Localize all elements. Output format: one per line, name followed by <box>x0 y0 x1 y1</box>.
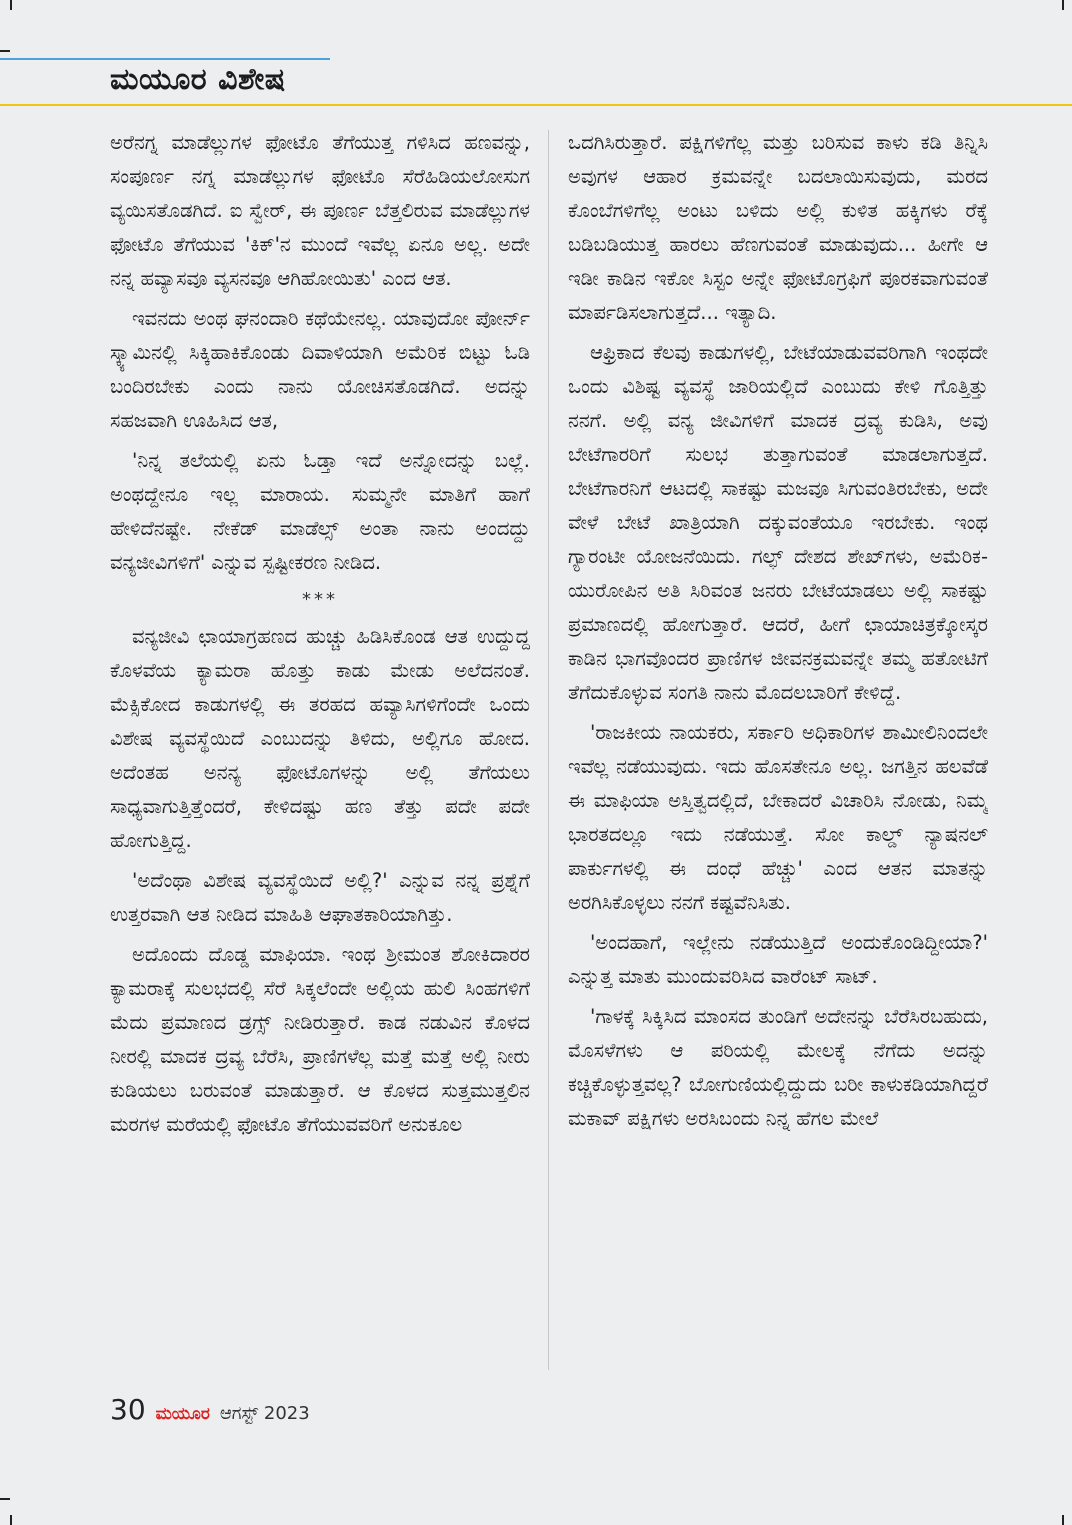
paragraph: 'ನಿನ್ನ ತಲೆಯಲ್ಲಿ ಏನು ಓಡ್ತಾ ಇದೆ ಅನ್ನೋದನ್ನು ಬಲ್ಲೆ. ಅಂಥದ್ದೇನೂ ಇಲ್ಲ ಮಾರಾಯ. ಸುಮ್ಮನೇ ಮಾತಿಗೆ ಹಾಗೆ ಹೇಳಿದೆನಷ್ಟೇ. ನೇಕೆಡ್ ಮಾಡೆಲ್ಸ್ ಅಂತಾ ನಾನು ಅಂದದ್ದು ವನ್ಯಜೀವಿಗಳಿಗೆ' ಎನ್ನುವ ಸ್ಪಷ್ಟೀಕರಣ ನೀಡಿದ. <box>110 449 530 574</box>
paragraph: ವನ್ಯಜೀವಿ ಛಾಯಾಗ್ರಹಣದ ಹುಚ್ಚು ಹಿಡಿಸಿಕೊಂಡ ಆತ ಉದ್ದುದ್ದ ಕೊಳವೆಯ ಕ್ಯಾಮರಾ ಹೊತ್ತು ಕಾಡು ಮೇಡು ಅಲೆದನಂತೆ. ಮೆಕ್ಸಿಕೋದ ಕಾಡುಗಳಲ್ಲಿ ಈ ತರಹದ ಹವ್ಯಾಸಿಗಳಿಗೆಂದೇ ಒಂದು ವಿಶೇಷ ವ್ಯವಸ್ಥೆಯಿದೆ ಎಂಬುದನ್ನು ತಿಳಿದು, ಅಲ್ಲಿಗೂ ಹೋದ. ಅದೆಂತಹ ಅನನ್ಯ ಫೋಟೊಗಳನ್ನು ಅಲ್ಲಿ ತೆಗೆಯಲು ಸಾಧ್ಯವಾಗುತ್ತಿತ್ತೆಂದರೆ, ಕೇಳಿದಷ್ಟು ಹಣ ತೆತ್ತು ಪದೇ ಪದೇ ಹೋಗುತ್ತಿದ್ದ. <box>110 625 530 852</box>
paragraph: 'ಗಾಳಕ್ಕೆ ಸಿಕ್ಕಿಸಿದ ಮಾಂಸದ ತುಂಡಿಗೆ ಅದೇನನ್ನು ಬೆರೆಸಿರಬಹುದು, ಮೊಸಳೆಗಳು ಆ ಪರಿಯಲ್ಲಿ ಮೇಲಕ್ಕೆ ನೆಗೆದು ಅದನ್ನು ಕಚ್ಚಿಕೊಳ್ಳುತ್ತವಲ್ಲ? ಬೋಗುಣಿಯಲ್ಲಿದ್ದುದು ಬರೀ ಕಾಳುಕಡಿಯಾಗಿದ್ದರೆ ಮಕಾವ್ ಪಕ್ಷಿಗಳು ಅರಸಿಬಂದು ನಿನ್ನ ಹೆಗಲ ಮೇಲೆ <box>568 1005 988 1130</box>
crop-mark-left-lower <box>0 1498 10 1500</box>
paragraph: 'ಅದೆಂಥಾ ವಿಶೇಷ ವ್ಯವಸ್ಥೆಯಿದೆ ಅಲ್ಲಿ?' ಎನ್ನುವ ನನ್ನ ಪ್ರಶ್ನೆಗೆ ಉತ್ತರವಾಗಿ ಆತ ನೀಡಿದ ಮಾಹಿತಿ ಆಘಾತಕಾರಿಯಾಗಿತ್ತು. <box>110 869 530 926</box>
section-separator: *** <box>302 589 338 610</box>
right-column <box>568 126 988 1376</box>
crop-mark-top-left <box>10 0 12 10</box>
issue-date: ಆಗಸ್ಟ್ 2023 <box>219 1403 310 1424</box>
section-title: ಮಯೂರ ವಿಶೇಷ <box>110 62 286 97</box>
crop-mark-bottom-right <box>1062 1515 1064 1525</box>
crop-mark-bottom-left <box>10 1515 12 1525</box>
paragraph: ಒದಗಿಸಿರುತ್ತಾರೆ. ಪಕ್ಷಿಗಳಿಗೆಲ್ಲ ಮತ್ತು ಬರಿಸುವ ಕಾಳು ಕಡಿ ತಿನ್ನಿಸಿ ಅವುಗಳ ಆಹಾರ ಕ್ರಮವನ್ನೇ ಬದಲಾಯಿಸುವುದು, ಮರದ ಕೊಂಬೆಗಳಿಗೆಲ್ಲ ಅಂಟು ಬಳಿದು ಅಲ್ಲಿ ಕುಳಿತ ಹಕ್ಕಿಗಳು ರೆಕ್ಕೆ ಬಡಿಬಡಿಯುತ್ತ ಹಾರಲು ಹೆಣಗುವಂತೆ ಮಾಡುವುದು... ಹೀಗೇ ಆ ಇಡೀ ಕಾಡಿನ ಇಕೋ ಸಿಸ್ಟಂ ಅನ್ನೇ ಫೋಟೊಗ್ರಫಿಗೆ ಪೂರಕವಾಗುವಂತೆ ಮಾರ್ಪಡಿಸಲಾಗುತ್ತದೆ... ಇತ್ಯಾದಿ. <box>568 131 988 324</box>
header-rule-yellow <box>0 104 1072 106</box>
page-number: 30 <box>110 1393 146 1426</box>
paragraph: 'ಅಂದಹಾಗೆ, ಇಲ್ಲೇನು ನಡೆಯುತ್ತಿದೆ ಅಂದುಕೊಂಡಿದ್ದೀಯಾ?' ಎನ್ನುತ್ತ ಮಾತು ಮುಂದುವರಿಸಿದ ವಾರೆಂಟ್ ಸಾಟ್. <box>568 931 988 988</box>
header-rule-blue <box>0 58 330 60</box>
paragraph: ಇವನದು ಅಂಥ ಘನಂದಾರಿ ಕಥೆಯೇನಲ್ಲ. ಯಾವುದೋ ಪೋರ್ನ್ ಸ್ಕ್ಯಾಮಿನಲ್ಲಿ ಸಿಕ್ಕಿಹಾಕಿಕೊಂಡು ದಿವಾಳಿಯಾಗಿ ಅಮೆರಿಕ ಬಿಟ್ಟು ಓಡಿ ಬಂದಿರಬೇಕು ಎಂದು ನಾನು ಯೋಚಿಸತೊಡಗಿದೆ. ಅದನ್ನು ಸಹಜವಾಗಿ ಊಹಿಸಿದ ಆತ, <box>110 307 530 432</box>
paragraph: ಅದೊಂದು ದೊಡ್ಡ ಮಾಫಿಯಾ. ಇಂಥ ಶ್ರೀಮಂತ ಶೋಕಿದಾರರ ಕ್ಯಾಮರಾಕ್ಕೆ ಸುಲಭದಲ್ಲಿ ಸೆರೆ ಸಿಕ್ಕಲೆಂದೇ ಅಲ್ಲಿಯ ಹುಲಿ ಸಿಂಹಗಳಿಗೆ ಮೆದು ಪ್ರಮಾಣದ ಡ್ರಗ್ಸ್ ನೀಡಿರುತ್ತಾರೆ. ಕಾಡ ನಡುವಿನ ಕೊಳದ ನೀರಲ್ಲಿ ಮಾದಕ ದ್ರವ್ಯ ಬೆರೆಸಿ, ಪ್ರಾಣಿಗಳೆಲ್ಲ ಮತ್ತೆ ಮತ್ತೆ ಅಲ್ಲಿ ನೀರು ಕುಡಿಯಲು ಬರುವಂತೆ ಮಾಡುತ್ತಾರೆ. ಆ ಕೊಳದ ಸುತ್ತಮುತ್ತಲಿನ ಮರಗಳ ಮರೆಯಲ್ಲಿ ಫೋಟೊ ತೆಗೆಯುವವರಿಗೆ ಅನುಕೂಲ <box>110 943 530 1136</box>
paragraph: ಆಫ್ರಿಕಾದ ಕೆಲವು ಕಾಡುಗಳಲ್ಲಿ, ಬೇಟೆಯಾಡುವವರಿಗಾಗಿ ಇಂಥದೇ ಒಂದು ವಿಶಿಷ್ಟ ವ್ಯವಸ್ಥೆ ಜಾರಿಯಲ್ಲಿದೆ ಎಂಬುದು ಕೇಳಿ ಗೊತ್ತಿತ್ತು ನನಗೆ. ಅಲ್ಲಿ ವನ್ಯ ಜೀವಿಗಳಿಗೆ ಮಾದಕ ದ್ರವ್ಯ ಕುಡಿಸಿ, ಅವು ಬೇಟೆಗಾರರಿಗೆ ಸುಲಭ ತುತ್ತಾಗುವಂತೆ ಮಾಡಲಾಗುತ್ತದೆ. ಬೇಟೆಗಾರನಿಗೆ ಆಟದಲ್ಲಿ ಸಾಕಷ್ಟು ಮಜವೂ ಸಿಗುವಂತಿರಬೇಕು, ಅದೇ ವೇಳೆ ಬೇಟೆ ಖಾತ್ರಿಯಾಗಿ ದಕ್ಕುವಂತೆಯೂ ಇರಬೇಕು. ಇಂಥ ಗ್ಯಾರಂಟೀ ಯೋಜನೆಯಿದು. ಗಲ್ಫ್ ದೇಶದ ಶೇಖ್‌ಗಳು, ಅಮೆರಿಕ-ಯುರೋಪಿನ ಅತಿ ಸಿರಿವಂತ ಜನರು ಬೇಟೆಯಾಡಲು ಅಲ್ಲಿ ಸಾಕಷ್ಟು ಪ್ರಮಾಣದಲ್ಲಿ ಹೋಗುತ್ತಾರೆ. ಆದರೆ, ಹೀಗೆ ಛಾಯಾಚಿತ್ರಕ್ಕೋಸ್ಕರ ಕಾಡಿನ ಭಾಗವೊಂದರ ಪ್ರಾಣಿಗಳ ಜೀವನಕ್ರಮವನ್ನೇ ತಮ್ಮ ಹತೋಟಿಗೆ ತೆಗೆದುಕೊಳ್ಳುವ ಸಂಗತಿ ನಾನು ಮೊದಲಬಾರಿಗೆ ಕೇಳಿದ್ದೆ. <box>568 341 988 704</box>
crop-mark-left-upper <box>0 50 10 52</box>
column-divider <box>548 130 549 1370</box>
crop-mark-top-right <box>1062 0 1064 10</box>
paragraph: ಅರೆನಗ್ನ ಮಾಡೆಲ್ಲುಗಳ ಫೋಟೊ ತೆಗೆಯುತ್ತ ಗಳಿಸಿದ ಹಣವನ್ನು, ಸಂಪೂರ್ಣ ನಗ್ನ ಮಾಡೆಲ್ಲುಗಳ ಫೋಟೊ ಸೆರೆಹಿಡಿಯಲೋಸುಗ ವ್ಯಯಿಸತೊಡಗಿದೆ. ಐ ಸ್ವೇರ್, ಈ ಪೂರ್ಣ ಬೆತ್ತಲಿರುವ ಮಾಡೆಲ್ಲುಗಳ ಫೋಟೊ ತೆಗೆಯುವ 'ಕಿಕ್'ನ ಮುಂದೆ ಇವೆಲ್ಲ ಏನೂ ಅಲ್ಲ. ಅದೇ ನನ್ನ ಹವ್ಯಾಸವೂ ವ್ಯಸನವೂ ಆಗಿಹೋಯಿತು' ಎಂದ ಆತ. <box>110 131 530 290</box>
page-footer <box>110 1393 310 1426</box>
magazine-logo: ಮಯೂರ <box>155 1404 210 1424</box>
paragraph: 'ರಾಜಕೀಯ ನಾಯಕರು, ಸರ್ಕಾರಿ ಅಧಿಕಾರಿಗಳ ಶಾಮೀಲಿನಿಂದಲೇ ಇವೆಲ್ಲ ನಡೆಯುವುದು. ಇದು ಹೊಸತೇನೂ ಅಲ್ಲ. ಜಗತ್ತಿನ ಹಲವೆಡೆ ಈ ಮಾಫಿಯಾ ಅಸ್ತಿತ್ವದಲ್ಲಿದೆ, ಬೇಕಾದರೆ ವಿಚಾರಿಸಿ ನೋಡು, ನಿಮ್ಮ ಭಾರತದಲ್ಲೂ ಇದು ನಡೆಯುತ್ತೆ. ಸೋ ಕಾಲ್ಡ್ ನ್ಯಾಷನಲ್ ಪಾರ್ಕುಗಳಲ್ಲಿ ಈ ದಂಧೆ ಹೆಚ್ಚು' ಎಂದ ಆತನ ಮಾತನ್ನು ಅರಗಿಸಿಕೊಳ್ಳಲು ನನಗೆ ಕಷ್ಟವೆನಿಸಿತು. <box>568 721 988 914</box>
left-column <box>110 126 530 1376</box>
